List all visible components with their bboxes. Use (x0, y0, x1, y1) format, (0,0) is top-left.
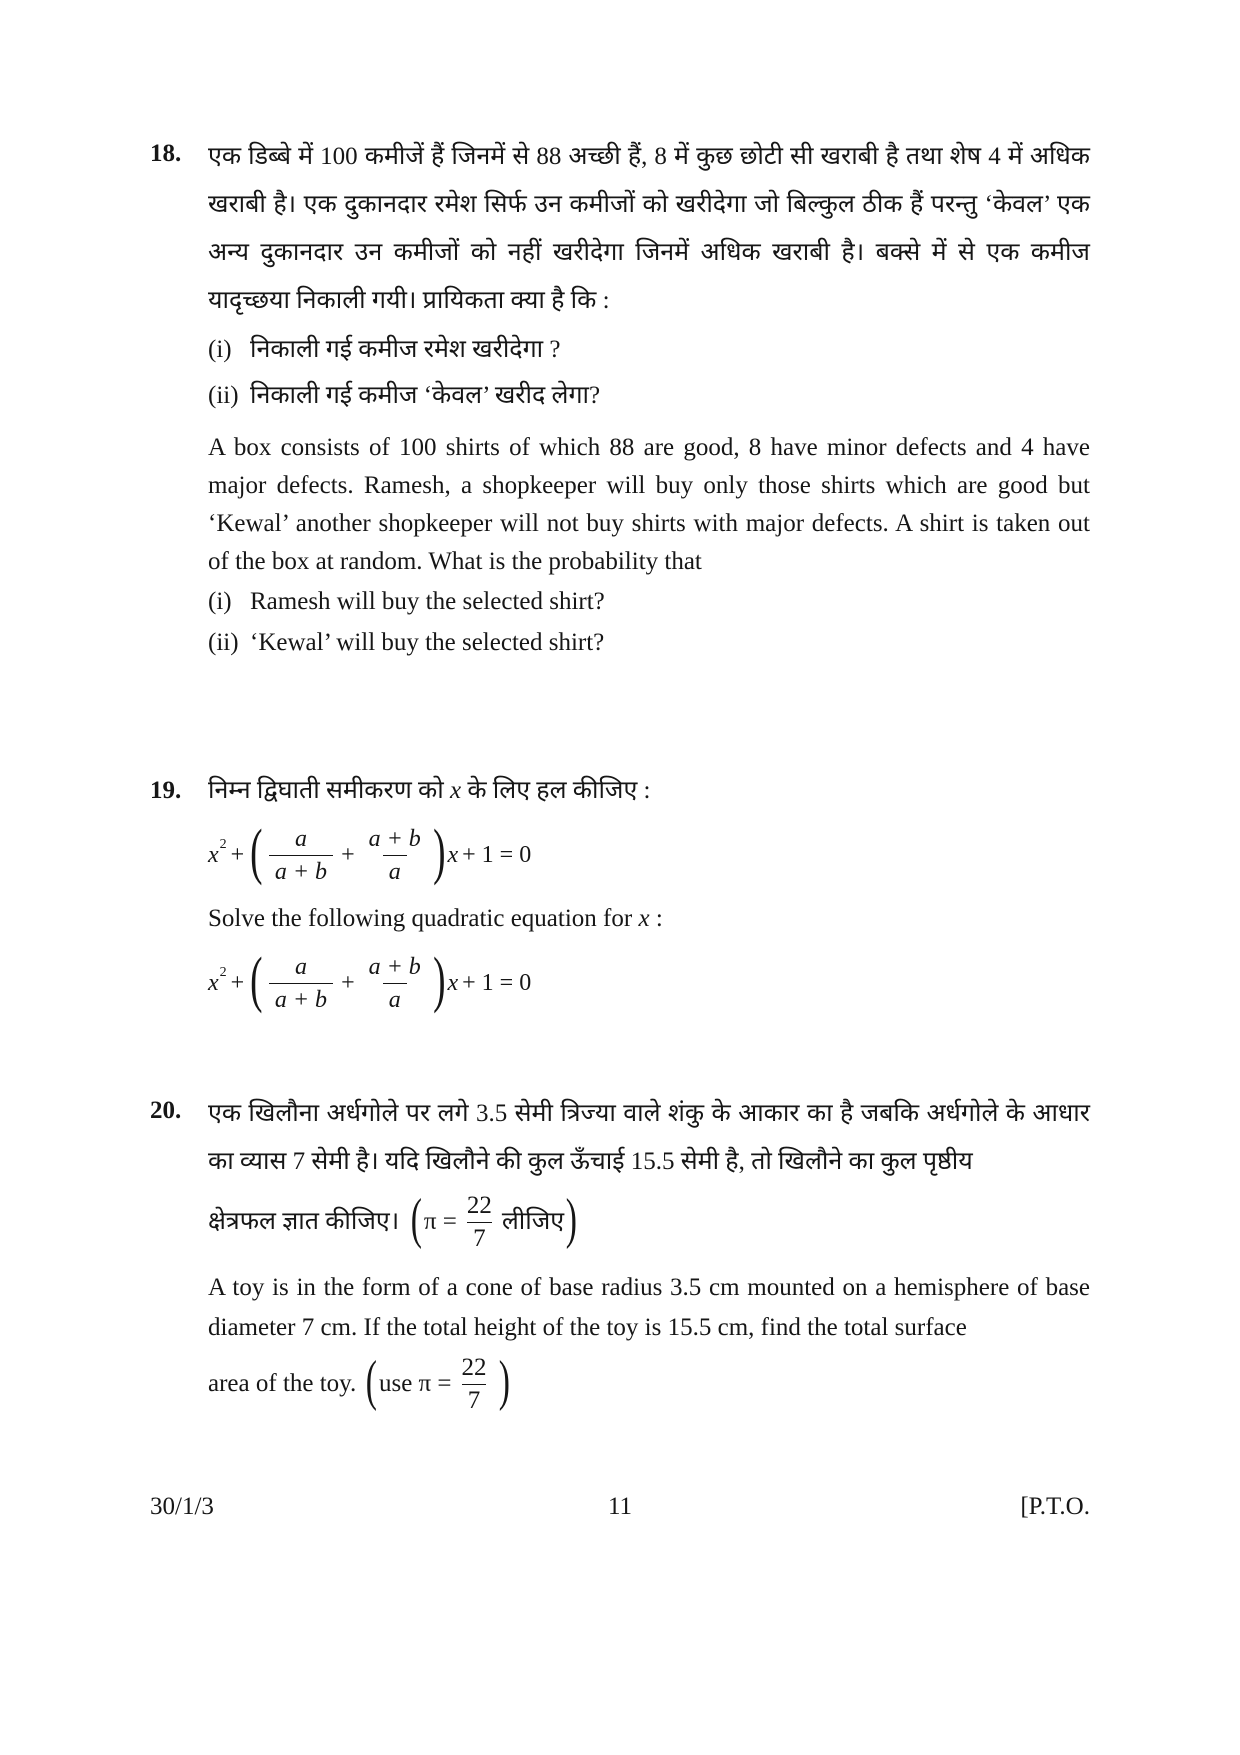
question-text-hindi: एक खिलौना अर्धगोले पर लगे 3.5 सेमी त्रिज्या वाले शंकु के आकार का है जबकि अर्धगोले के आधार का व्यास 7 सेमी है। यदि खिलौने की कुल ऊँचाई 15.5 सेमी है, तो खिलौने का कुल पृष्ठीय (208, 1100, 1090, 1175)
question-18 (150, 133, 1090, 663)
quadratic-equation-hindi: x 2 + ( $\frac{a}{a + b}$ + $\frac{a + b}{a}$ ) x + 1 = 0 (208, 818, 532, 886)
question-20 (150, 1090, 1090, 1420)
question-19 (150, 770, 1090, 1026)
question-text-hindi: एक डिब्बे में 100 कमीजें हैं जिनमें से 88 अच्छी हैं, 8 में कुछ छोटी सी खराबी है तथा शेष 4 में अधिक खराबी है। एक दुकानदार रमेश सिर्फ उन कमीजों को खरीदेगा जो बिल्कुल ठीक हैं परन्तु ‘केवल’ एक अन्य दुकानदार उन कमीजों को नहीं खरीदेगा जिनमें अधिक खराबी है। बक्से में से एक कमीज यादृच्छया निकाली गयी। प्रायिकता क्या है कि : (208, 143, 1090, 314)
page-footer (150, 1493, 1090, 1533)
subpart-english-i: (i) Ramesh will buy the selected shirt? (208, 588, 605, 615)
question-number: 18. (150, 140, 182, 167)
question-number: 20. (150, 1097, 182, 1124)
question-number: 19. (150, 777, 182, 804)
question-text-hindi: निम्न द्विघाती समीकरण को x के लिए हल कीजिए : (208, 777, 651, 804)
question-text-hindi-last: क्षेत्रफल ज्ञात कीजिए। ( π = $\frac{22}{7}$ लीजिए ) (208, 1188, 578, 1252)
subpart-hindi-i: (i) निकाली गई कमीज रमेश खरीदेगा ? (208, 336, 561, 363)
quadratic-equation-english: x 2 + ( $\frac{a}{a + b}$ + $\frac{a + b}{a}$ ) x + 1 = 0 (208, 946, 532, 1014)
question-text-english-last: area of the toy. ( use π = $\frac{22}{7}$ ) (208, 1350, 510, 1414)
question-text-english: A box consists of 100 shirts of which 88 are good, 8 have minor defects and 4 have major defects. Ramesh, a shopkeeper will buy only those shirts which are good but ‘Kewal’ another shopkeeper will not buy shirts with major defects. A shirt is taken out of the box at random. What is the probability that (208, 434, 1090, 575)
fraction: $\frac{22}{7}$ (466, 1191, 492, 1252)
paper-code: 30/1/3 (150, 1493, 214, 1520)
question-text-english: Solve the following quadratic equation for x : (208, 905, 663, 932)
please-turn-over: [P.T.O. (1020, 1493, 1090, 1520)
fraction: $\frac{a}{a + b}$ (269, 954, 333, 1013)
pi-value-note: ( π = $\frac{22}{7}$ लीजिए ) (410, 1188, 578, 1252)
question-text-english: A toy is in the form of a cone of base radius 3.5 cm mounted on a hemisphere of base diameter 7 cm. If the total height of the toy is 15.5 cm, find the total surface (208, 1274, 1090, 1341)
fraction: $\frac{22}{7}$ (461, 1353, 487, 1414)
page-number: 11 (607, 1493, 633, 1520)
subpart-hindi-ii: (ii) निकाली गई कमीज ‘केवल’ खरीद लेगा? (208, 382, 601, 409)
fraction: $\frac{a}{a + b}$ (269, 826, 333, 885)
pi-value-note: ( use π = $\frac{22}{7}$ ) (366, 1350, 510, 1414)
subpart-english-ii: (ii) ‘Kewal’ will buy the selected shirt? (208, 629, 605, 656)
fraction: $\frac{a + b}{a}$ (368, 825, 421, 885)
question-body (208, 770, 1090, 1020)
question-body (208, 1090, 1090, 1420)
question-body (208, 133, 1090, 663)
fraction: $\frac{a + b}{a}$ (368, 953, 421, 1013)
